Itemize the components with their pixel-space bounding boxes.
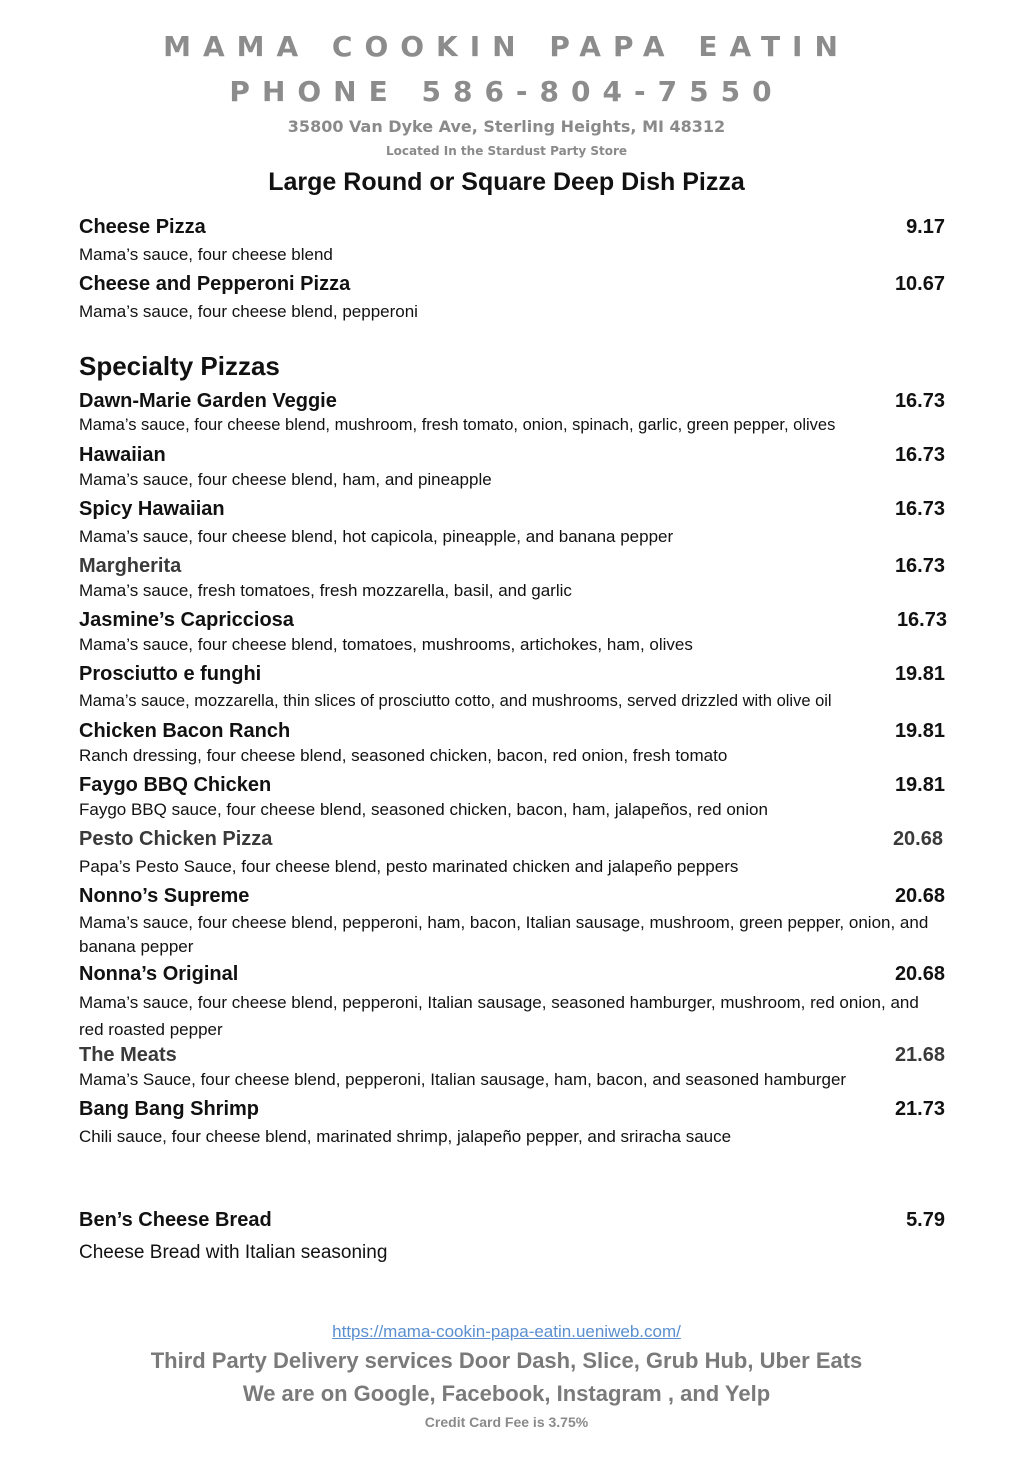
menu-item-name: Chicken Bacon Ranch	[79, 720, 291, 742]
website-link[interactable]: https://mama-cookin-papa-eatin.ueniweb.com/	[332, 1322, 681, 1341]
menu-item-name: Nonno’s Supreme	[79, 885, 250, 907]
address: 35800 Van Dyke Ave, Sterling Heights, MI 48312	[287, 117, 726, 136]
social-media-note: We are on Google, Facebook, Instagram , and Yelp	[242, 1381, 771, 1406]
menu-item-name: Cheese Pizza	[79, 216, 206, 238]
menu-item-price: 10.67	[894, 273, 945, 295]
menu-item-price: 21.73	[894, 1098, 945, 1120]
menu-item-description: Mama’s sauce, four cheese blend, pepperoni, ham, bacon, Italian sausage, mushroom, green pepper, onion, and banana pepper	[79, 913, 929, 956]
menu-item-name: Hawaiian	[79, 444, 166, 466]
menu-item-price: 16.73	[896, 609, 947, 631]
menu-item-name: Bang Bang Shrimp	[79, 1098, 260, 1120]
deep-dish-section-title: Large Round or Square Deep Dish Pizza	[268, 168, 745, 196]
credit-card-fee-note: Credit Card Fee is 3.75%	[424, 1414, 589, 1430]
phone-number: PHONE 586-804-7550	[229, 75, 784, 108]
menu-item-name: Pesto Chicken Pizza	[79, 828, 273, 850]
menu-item-name: Cheese and Pepperoni Pizza	[79, 273, 351, 295]
menu-item-description: Mama’s sauce, four cheese blend, hot capicola, pineapple, and banana pepper	[79, 527, 674, 546]
menu-item-price: 19.81	[894, 663, 945, 685]
menu-item-name: Margherita	[79, 555, 182, 577]
menu-item-price: 16.73	[894, 390, 945, 412]
menu-item-name: Faygo BBQ Chicken	[79, 774, 272, 796]
menu-item-price: 21.68	[894, 1044, 945, 1066]
menu-item-description: Ranch dressing, four cheese blend, seasoned chicken, bacon, red onion, fresh tomato	[79, 746, 728, 765]
specialty-section-title: Specialty Pizzas	[79, 351, 280, 381]
menu-item-description: Mama’s Sauce, four cheese blend, pepperoni, Italian sausage, ham, bacon, and seasoned hamburger	[79, 1070, 847, 1089]
menu-item-price: 19.81	[894, 720, 945, 742]
menu-item-price: 20.68	[894, 885, 945, 907]
menu-item-price: 16.73	[894, 444, 945, 466]
delivery-services-note: Third Party Delivery services Door Dash, Slice, Grub Hub, Uber Eats	[150, 1348, 863, 1373]
menu-item-description: Faygo BBQ sauce, four cheese blend, seasoned chicken, bacon, ham, jalapeños, red onion	[79, 800, 768, 819]
menu-item-description: Cheese Bread with Italian seasoning	[79, 1242, 388, 1263]
menu-item-price: 9.17	[906, 216, 945, 238]
menu-item-price: 20.68	[892, 828, 943, 850]
menu-item-description: Mama’s sauce, four cheese blend, ham, and pineapple	[79, 470, 492, 489]
menu-item-price: 5.79	[906, 1209, 945, 1231]
menu-item-description: Mama’s sauce, four cheese blend, pepperoni, Italian sausage, seasoned hamburger, mushroom, red onion, and red roasted pepper	[79, 993, 919, 1039]
menu-item-price: 20.68	[894, 963, 945, 985]
menu-item-name: Prosciutto e funghi	[79, 663, 262, 685]
menu-item-price: 16.73	[894, 498, 945, 520]
menu-item-name: Dawn-Marie Garden Veggie	[79, 390, 337, 412]
menu-item-description: Mama’s sauce, four cheese blend	[79, 245, 333, 264]
location-note: Located In the Stardust Party Store	[385, 144, 627, 158]
restaurant-name: MAMA COOKIN PAPA EATIN	[163, 30, 850, 63]
menu-item-name: Nonna’s Original	[79, 963, 239, 985]
menu-item-price: 16.73	[894, 555, 945, 577]
menu-item-name: Spicy Hawaiian	[79, 498, 225, 520]
menu-item-name: The Meats	[79, 1044, 177, 1066]
menu-item-description: Mama’s sauce, four cheese blend, tomatoes, mushrooms, artichokes, ham, olives	[79, 635, 693, 654]
menu-item-description: Mama’s sauce, four cheese blend, pepperoni	[79, 302, 418, 321]
menu-item-name: Jasmine’s Capricciosa	[79, 609, 294, 631]
menu-item-description: Chili sauce, four cheese blend, marinated shrimp, jalapeño pepper, and sriracha sauce	[79, 1127, 732, 1146]
menu-item-description: Papa’s Pesto Sauce, four cheese blend, pesto marinated chicken and jalapeño peppers	[79, 857, 739, 876]
menu-item-price: 19.81	[894, 774, 945, 796]
menu-item-description: Mama’s sauce, mozzarella, thin slices of prosciutto cotto, and mushrooms, served drizzled with olive oil	[79, 692, 832, 710]
menu-item-description: Mama’s sauce, fresh tomatoes, fresh mozzarella, basil, and garlic	[79, 581, 572, 600]
menu-item-name: Ben’s Cheese Bread	[79, 1209, 272, 1231]
menu-item-description: Mama’s sauce, four cheese blend, mushroom, fresh tomato, onion, spinach, garlic, green pepper, olives	[79, 416, 836, 434]
